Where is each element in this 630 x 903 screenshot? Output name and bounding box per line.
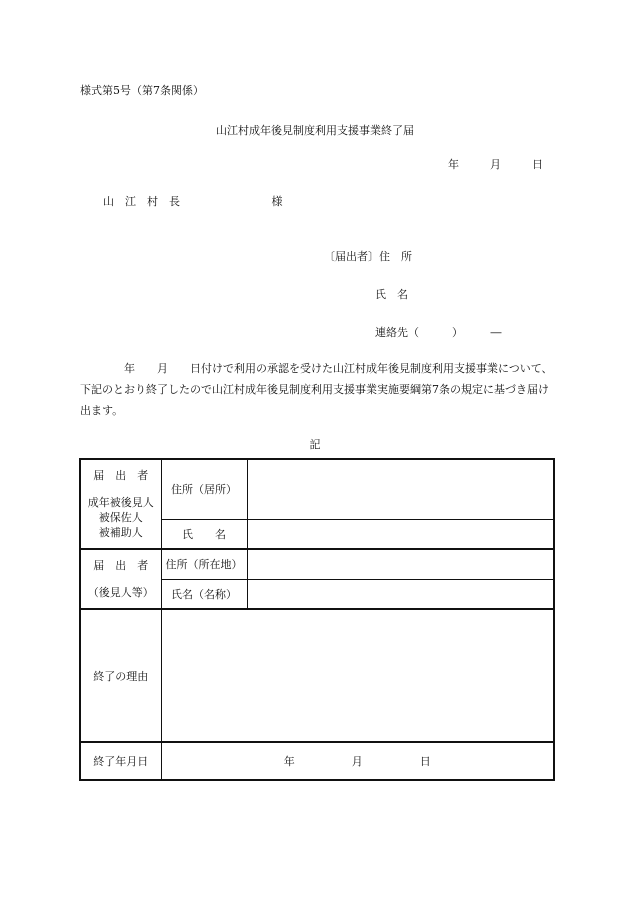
ward-header-line3: 被保佐人 [98, 511, 143, 524]
submitter-name-label: 氏 名 [375, 288, 408, 301]
submitter-address-row [324, 248, 502, 286]
ward-header-line2: 成年被後見人 [87, 496, 154, 509]
addressee [103, 193, 283, 209]
submitter-address-label: 住 所 [379, 250, 412, 263]
document-title: 山江村成年後見制度利用支援事業終了届 [216, 124, 414, 137]
ward-name-label: 氏 名 [161, 519, 247, 549]
guardian-address-row [80, 549, 554, 579]
date-year-label: 年 [448, 158, 459, 171]
guardian-header-line2: （後見人等） [87, 586, 154, 599]
reason-field[interactable] [161, 609, 554, 742]
guardian-header-line1: 届 出 者 [93, 559, 149, 572]
addressee-name: 山 江 村 長 [103, 195, 180, 208]
submitter-name-row [324, 286, 502, 324]
end-date-field[interactable] [161, 742, 554, 780]
end-date-year-label: 年 [283, 755, 295, 768]
end-date-row [80, 742, 554, 780]
notification-table [79, 458, 555, 781]
body-paragraph: 年 月 日付けで利用の承認を受けた山江村成年後見制度利用支援事業について、下記のとおり終了したので山江村成年後見制度利用支援事業実施要綱第7条の規定に基づき届け出ます。 [80, 362, 553, 417]
ward-header-cell [80, 459, 161, 549]
ki-heading: 記 [309, 438, 321, 451]
addressee-honorific: 様 [271, 195, 283, 208]
reason-label: 終了の理由 [80, 609, 161, 742]
submitter-contact-row [324, 324, 502, 362]
ward-header-line1: 届 出 者 [93, 469, 149, 482]
date-day-label: 日 [532, 158, 543, 171]
guardian-name-label: 氏名（名称） [161, 579, 247, 609]
ward-address-field[interactable] [247, 459, 554, 519]
submitter-block [324, 248, 502, 362]
submitter-bracket-label: 〔届出者〕 [324, 250, 379, 263]
ward-name-field[interactable] [247, 519, 554, 549]
form-number: 様式第5号（第7条関係） [80, 84, 204, 97]
guardian-address-field[interactable] [247, 549, 554, 579]
end-date-day-label: 日 [419, 755, 431, 768]
guardian-header-cell [80, 549, 161, 609]
ward-address-label: 住所（居所） [161, 459, 247, 519]
end-date-value [162, 753, 554, 769]
submitter-contact-label: 連絡先（ ） ― [375, 326, 502, 339]
ward-address-row [80, 459, 554, 519]
reason-row [80, 609, 554, 742]
end-date-month-label: 月 [351, 755, 363, 768]
end-date-label: 終了年月日 [80, 742, 161, 780]
submission-date-line [448, 156, 543, 172]
ward-header-line4: 被補助人 [98, 526, 143, 539]
guardian-address-label: 住所（所在地） [161, 549, 247, 579]
guardian-name-field[interactable] [247, 579, 554, 609]
date-month-label: 月 [490, 158, 501, 171]
